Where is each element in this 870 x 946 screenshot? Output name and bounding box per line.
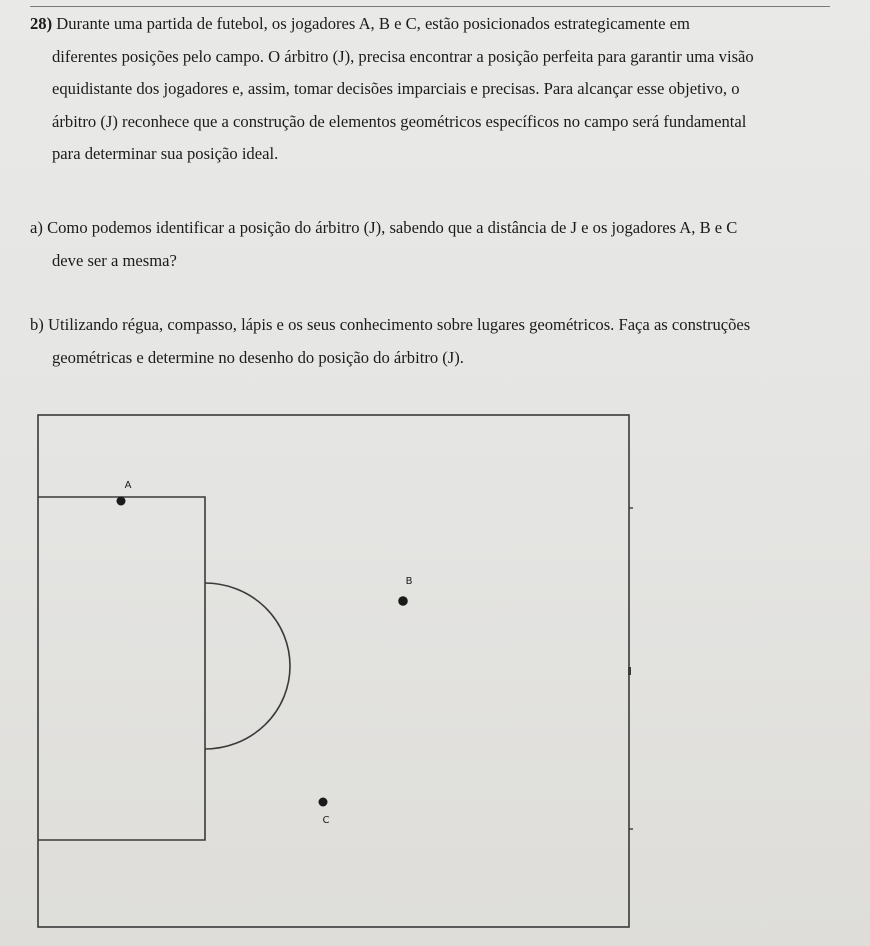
player-c-dot xyxy=(319,798,328,807)
part-a-text-1: Como podemos identificar a posição do árbitro (J), sabendo que a distância de J e os jogadores A, B e C xyxy=(47,218,738,237)
edge-tick-middle xyxy=(628,667,631,675)
field-boundary xyxy=(38,415,629,927)
player-b-dot xyxy=(398,596,408,606)
player-a-dot xyxy=(117,497,126,506)
part-b-label: b) xyxy=(30,315,44,334)
part-b-line-2: geométricas e determine no desenho do posição do árbitro (J). xyxy=(52,347,464,367)
penalty-arc xyxy=(205,583,290,749)
part-b-text-1: Utilizando régua, compasso, lápis e os seus conhecimento sobre lugares geométricos. Faça as construções xyxy=(47,315,751,334)
player-c-label: C xyxy=(322,815,330,826)
intro-line-3: equidistante dos jogadores e, assim, tomar decisões imparciais e precisas. Para alcançar esse objetivo, o xyxy=(52,79,740,98)
penalty-area xyxy=(38,497,205,840)
intro-line-2: diferentes posições pelo campo. O árbitro (J), precisa encontrar a posição perfeita para garantir uma visão xyxy=(52,46,754,66)
question-number: 28) xyxy=(30,14,53,33)
intro-line-4: árbitro (J) reconhece que a construção de elementos geométricos específicos no campo será fundamental xyxy=(52,111,747,131)
player-a-label: A xyxy=(124,480,132,491)
intro-line-1-text: Durante uma partida de futebol, os jogadores A, B e C, estão posicionados estrategicamente em xyxy=(56,14,690,33)
player-b-label: B xyxy=(405,576,413,587)
part-a-label: a) xyxy=(30,218,43,237)
intro-line-5: para determinar sua posição ideal. xyxy=(52,144,279,163)
part-a-line-2: deve ser a mesma? xyxy=(52,250,177,270)
